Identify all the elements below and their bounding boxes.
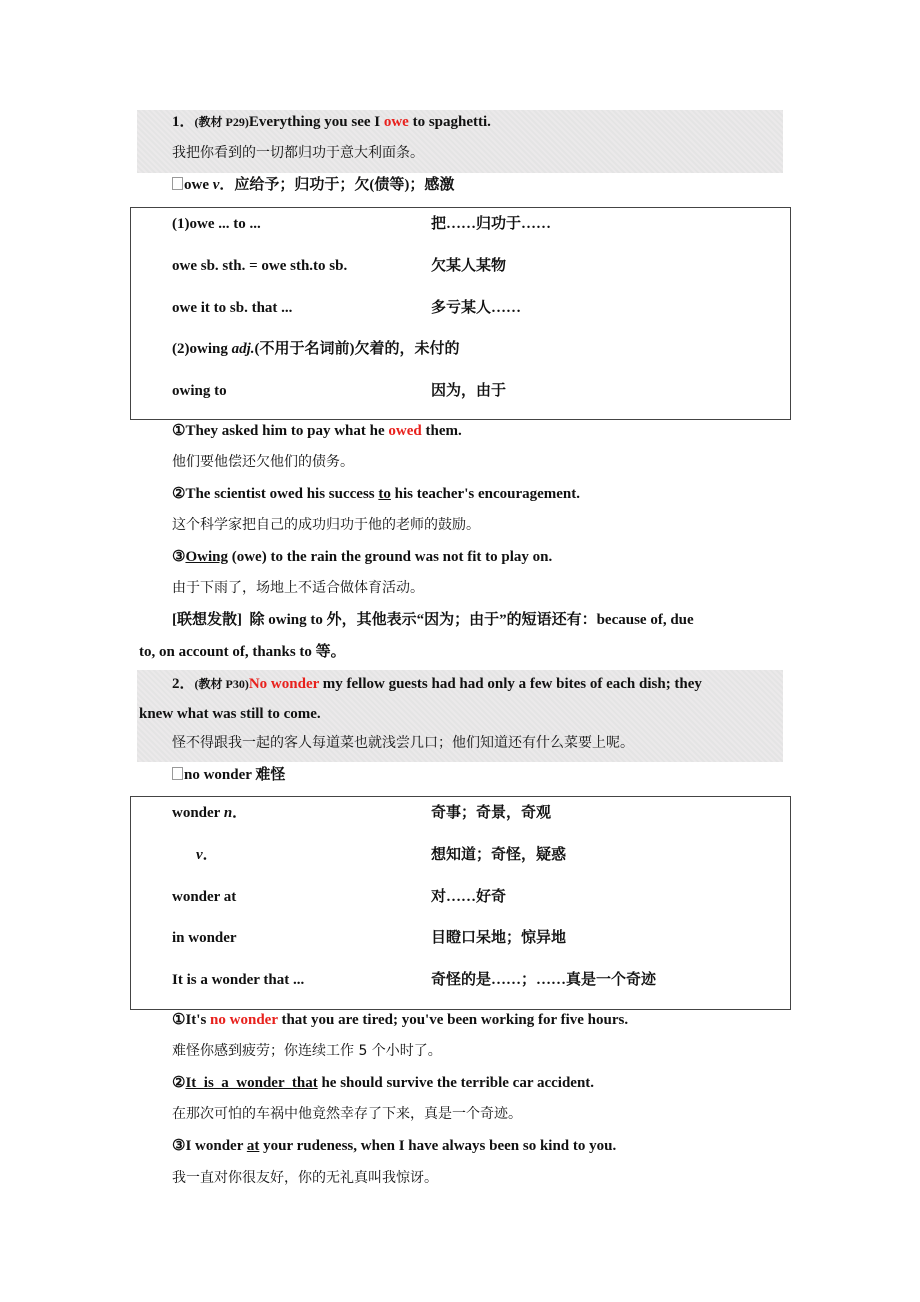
meaning: 多亏某人…… <box>431 300 522 316</box>
pos: n <box>223 805 233 821</box>
source-ref: (教材 P30) <box>194 677 249 691</box>
phrase: (1)owe ... to ... <box>172 216 261 232</box>
meaning: 对……好奇 <box>431 889 507 905</box>
example-translation: 由于下雨了，场地上不适合做体育活动。 <box>172 580 424 596</box>
keyword: owed <box>388 423 422 439</box>
note <box>172 610 782 630</box>
meaning: 奇怪的是……；……真是一个奇迹 <box>431 972 657 988</box>
text: to spaghetti. <box>408 114 491 130</box>
bullet-box-icon <box>172 177 183 190</box>
keyword: No wonder <box>248 676 319 692</box>
text: ③ <box>172 549 186 565</box>
phrase: in wonder <box>172 930 237 946</box>
definition: ．应给予；归功于；欠(债等)；感激 <box>219 177 455 193</box>
source-ref: (教材 P29) <box>194 115 249 129</box>
item-number: 1． <box>172 114 195 130</box>
example-3 <box>172 547 552 567</box>
pos: v <box>212 177 220 193</box>
meaning: 目瞪口呆地；惊异地 <box>431 930 567 946</box>
text: Everything you see I <box>248 114 384 130</box>
item-number: 2． <box>172 676 195 692</box>
example-2 <box>172 1073 594 1093</box>
meaning: 奇事；奇景，奇观 <box>431 805 552 821</box>
text: ③I wonder <box>172 1138 247 1154</box>
example-1 <box>172 1010 628 1030</box>
text: ② <box>172 1075 186 1091</box>
phrase: wonder at <box>172 889 237 905</box>
example-translation: 我一直对你很友好，你的无礼真叫我惊讶。 <box>172 1170 438 1186</box>
text: your rudeness, when I have always been so kind to you. <box>259 1138 617 1154</box>
text: his teacher's encouragement. <box>390 486 581 502</box>
keyword: owe <box>383 114 409 130</box>
phrase <box>172 339 460 359</box>
answer: at <box>246 1138 260 1154</box>
note-label: [联想发散] <box>172 612 242 628</box>
answer: Owing <box>185 549 228 565</box>
text: (2)owing <box>172 341 232 357</box>
item2-translation: 怪不得跟我一起的客人每道菜也就浅尝几口；他们知道还有什么菜要上呢。 <box>172 735 634 751</box>
bullet-box-icon <box>172 767 183 780</box>
text: (不用于名词前)欠着的，未付的 <box>254 341 460 357</box>
text: ②The scientist owed his success <box>172 486 379 502</box>
example-3 <box>172 1136 616 1156</box>
phrase: owe sb. sth. = owe sth.to sb. <box>172 258 348 274</box>
phrase <box>196 845 218 865</box>
text: ①It's <box>172 1012 211 1028</box>
example-1 <box>172 421 462 441</box>
keyword: no wonder <box>210 1012 278 1028</box>
phrase: owe it to sb. that ... <box>172 300 293 316</box>
text: 除 owing to 外，其他表示“因为；由于”的短语还有：because of, due <box>249 612 694 628</box>
item1-sentence <box>172 112 491 132</box>
text: that you are tired; you've been working for five hours. <box>277 1012 629 1028</box>
phrase: owing to <box>172 383 227 399</box>
answer: to <box>378 486 391 502</box>
example-translation: 他们要他偿还欠他们的债务。 <box>172 454 354 470</box>
item1-headword <box>172 175 454 195</box>
meaning: 想知道；奇怪，疑惑 <box>431 847 567 863</box>
example-2 <box>172 484 580 504</box>
text: ． <box>232 805 248 821</box>
text: them. <box>421 423 462 439</box>
example-translation: 在那次可怕的车祸中他竟然幸存了下来，真是一个奇迹。 <box>172 1106 522 1122</box>
example-translation: 难怪你感到疲劳；你连续工作 5 个小时了。 <box>172 1043 442 1059</box>
text: ． <box>202 847 218 863</box>
answer: It is a wonder that <box>185 1075 318 1091</box>
phrase <box>172 803 247 823</box>
text: my fellow guests had had only a few bites of each dish; they <box>319 676 702 692</box>
example-translation: 这个科学家把自己的成功归功于他的老师的鼓励。 <box>172 517 480 533</box>
note-continued: to, on account of, thanks to 等。 <box>139 644 346 660</box>
word: owe <box>184 177 213 193</box>
item2-sentence <box>172 674 702 694</box>
item2-headword <box>172 765 285 785</box>
meaning: 把……归功于…… <box>431 216 552 232</box>
phrase: It is a wonder that ... <box>172 972 305 988</box>
text: ①They asked him to pay what he <box>172 423 389 439</box>
item2-sentence-continued: knew what was still to come. <box>139 706 321 722</box>
pos: v <box>196 847 203 863</box>
text: he should survive the terrible car accident. <box>317 1075 595 1091</box>
item1-translation: 我把你看到的一切都归功于意大利面条。 <box>172 145 424 161</box>
meaning: 因为，由于 <box>431 383 507 399</box>
pos: adj. <box>231 341 255 357</box>
text: wonder <box>172 805 224 821</box>
text: (owe) to the rain the ground was not fit to play on. <box>227 549 553 565</box>
text: no wonder 难怪 <box>184 767 286 783</box>
meaning: 欠某人某物 <box>431 258 507 274</box>
